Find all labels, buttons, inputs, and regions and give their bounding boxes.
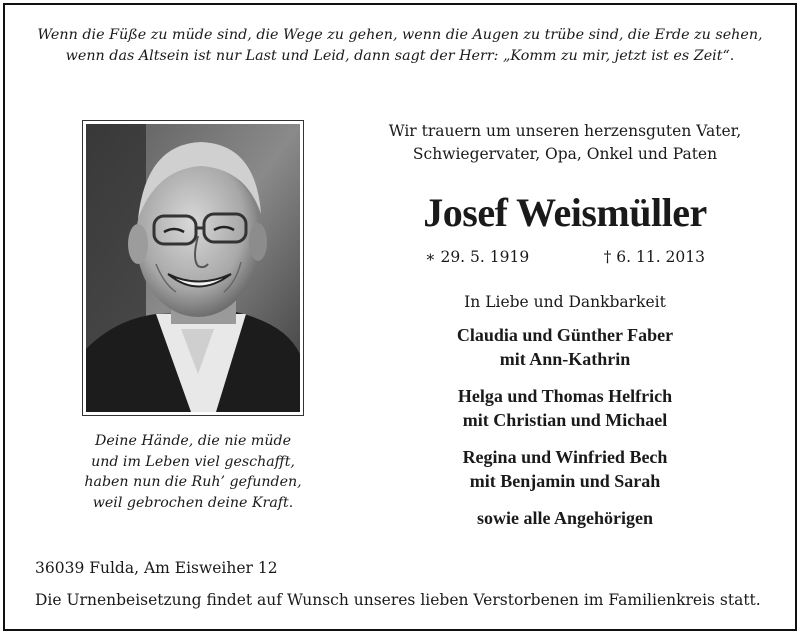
top-verse-line: wenn das Altsein ist nur Last und Leid, dann sagt der Herr: „Komm zu mir, jetzt ist es Zeit“. [65, 48, 735, 64]
life-dates [425, 248, 705, 266]
portrait-frame [82, 120, 304, 416]
top-verse [5, 25, 795, 67]
side-verse-line: weil gebrochen deine Kraft. [92, 494, 294, 511]
side-verse-line: Deine Hände, die nie müde [95, 433, 291, 449]
family-group [371, 323, 759, 371]
portrait-image [86, 124, 300, 412]
family-children: mit Benjamin und Sarah [469, 471, 661, 491]
top-verse-line: Wenn die Füße zu müde sind, die Wege zu gehen, wenn die Augen zu trübe sind, die Erde zu sehen, [37, 27, 763, 43]
family-children: mit Ann-Kathrin [499, 349, 631, 369]
family-names: Helga und Thomas Helfrich [457, 386, 673, 406]
family-relatives: sowie alle Angehörigen [477, 508, 653, 528]
family-group [371, 384, 759, 432]
family-group [371, 506, 759, 530]
mourning-intro [371, 120, 759, 166]
family-group [371, 445, 759, 493]
portrait-photo [86, 124, 300, 412]
birth-date: ∗ 29. 5. 1919 [425, 248, 530, 266]
address: 36039 Fulda, Am Eisweiher 12 [35, 559, 278, 577]
gratitude-line: In Liebe und Dankbarkeit [464, 293, 666, 311]
side-verse-line: haben nun die Ruh’ gefunden, [84, 474, 302, 490]
family-names: Claudia und Günther Faber [456, 325, 674, 345]
intro-line: Wir trauern um unseren herzensguten Vater, [388, 122, 742, 140]
deceased-name: Josef Weismüller [423, 190, 707, 235]
death-date: † 6. 11. 2013 [603, 248, 705, 266]
obituary-notice [3, 3, 797, 631]
side-verse-line: und im Leben viel geschafft, [91, 453, 295, 470]
intro-line: Schwiegervater, Opa, Onkel und Paten [412, 145, 718, 163]
family-list [371, 323, 759, 543]
burial-note: Die Urnenbeisetzung findet auf Wunsch unseres lieben Verstorbenen im Familienkreis statt. [35, 591, 761, 609]
side-verse [75, 431, 311, 513]
family-names: Regina und Winfried Bech [462, 447, 668, 467]
family-children: mit Christian und Michael [462, 410, 668, 430]
